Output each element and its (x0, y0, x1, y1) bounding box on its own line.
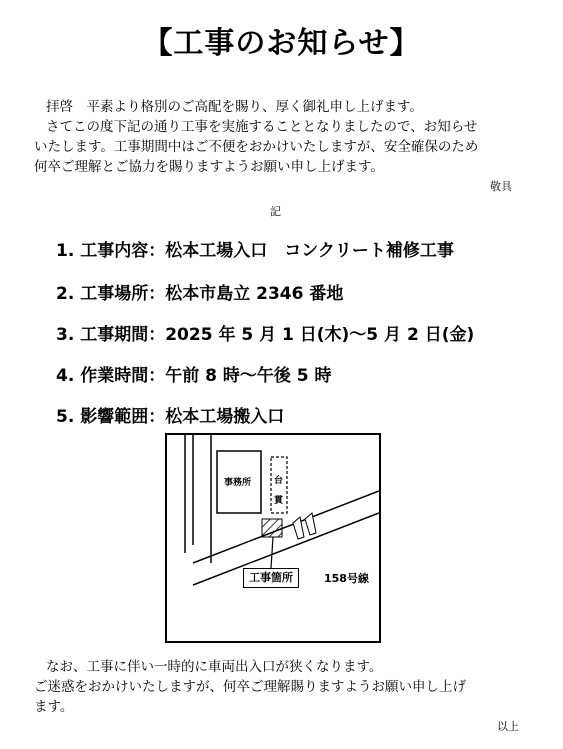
site-map (165, 433, 381, 643)
footer-closing: 以上 (497, 720, 519, 733)
page-title: 【工事のお知らせ】 (142, 26, 421, 61)
dai-label: 台 (274, 476, 284, 486)
ki-heading: 記 (270, 205, 281, 218)
notice-item: 5. 影響範囲：松本工場搬入口 (56, 407, 285, 427)
dai-label: 貫 (274, 496, 284, 506)
notice-item: 3. 工事期間：2025 年 5 月 1 日(木)～5 月 2 日(金) (56, 325, 475, 345)
greeting-line: さてこの度下記の通り工事を実施することとなりましたので、お知らせ (46, 119, 478, 135)
notice-item: 1. 工事内容：松本工場入口 コンクリート補修工事 (56, 241, 454, 261)
construction-site-label: 工事箇所 (243, 568, 299, 588)
road-label: 158号線 (324, 572, 369, 585)
greeting-closing: 敬具 (490, 180, 512, 193)
footer-line: なお、工事に伴い一時的に車両出入口が狭くなります。 (46, 659, 383, 675)
notice-item: 2. 工事場所：松本市島立 2346 番地 (56, 284, 344, 304)
notice-item: 4. 作業時間：午前 8 時～午後 5 時 (56, 366, 332, 386)
office-label: 事務所 (224, 478, 252, 488)
greeting-line: 何卒ご理解とご協力を賜りますようお願い申し上げます。 (34, 159, 384, 175)
leader-line (271, 537, 273, 568)
construction-area (262, 519, 282, 537)
site-map-drawing (167, 435, 379, 641)
footer-line: ご迷惑をおかけいたしますが、何卒ご理解賜りますようお願い申し上げ (34, 679, 466, 695)
footer-line: ます。 (34, 699, 74, 715)
greeting-line: 拝啓 平素より格別のご高配を賜り、厚く御礼申し上げます。 (46, 99, 423, 115)
greeting-line: いたします。工事期間中はご不便をおかけいたしますが、安全確保のため (34, 139, 479, 155)
